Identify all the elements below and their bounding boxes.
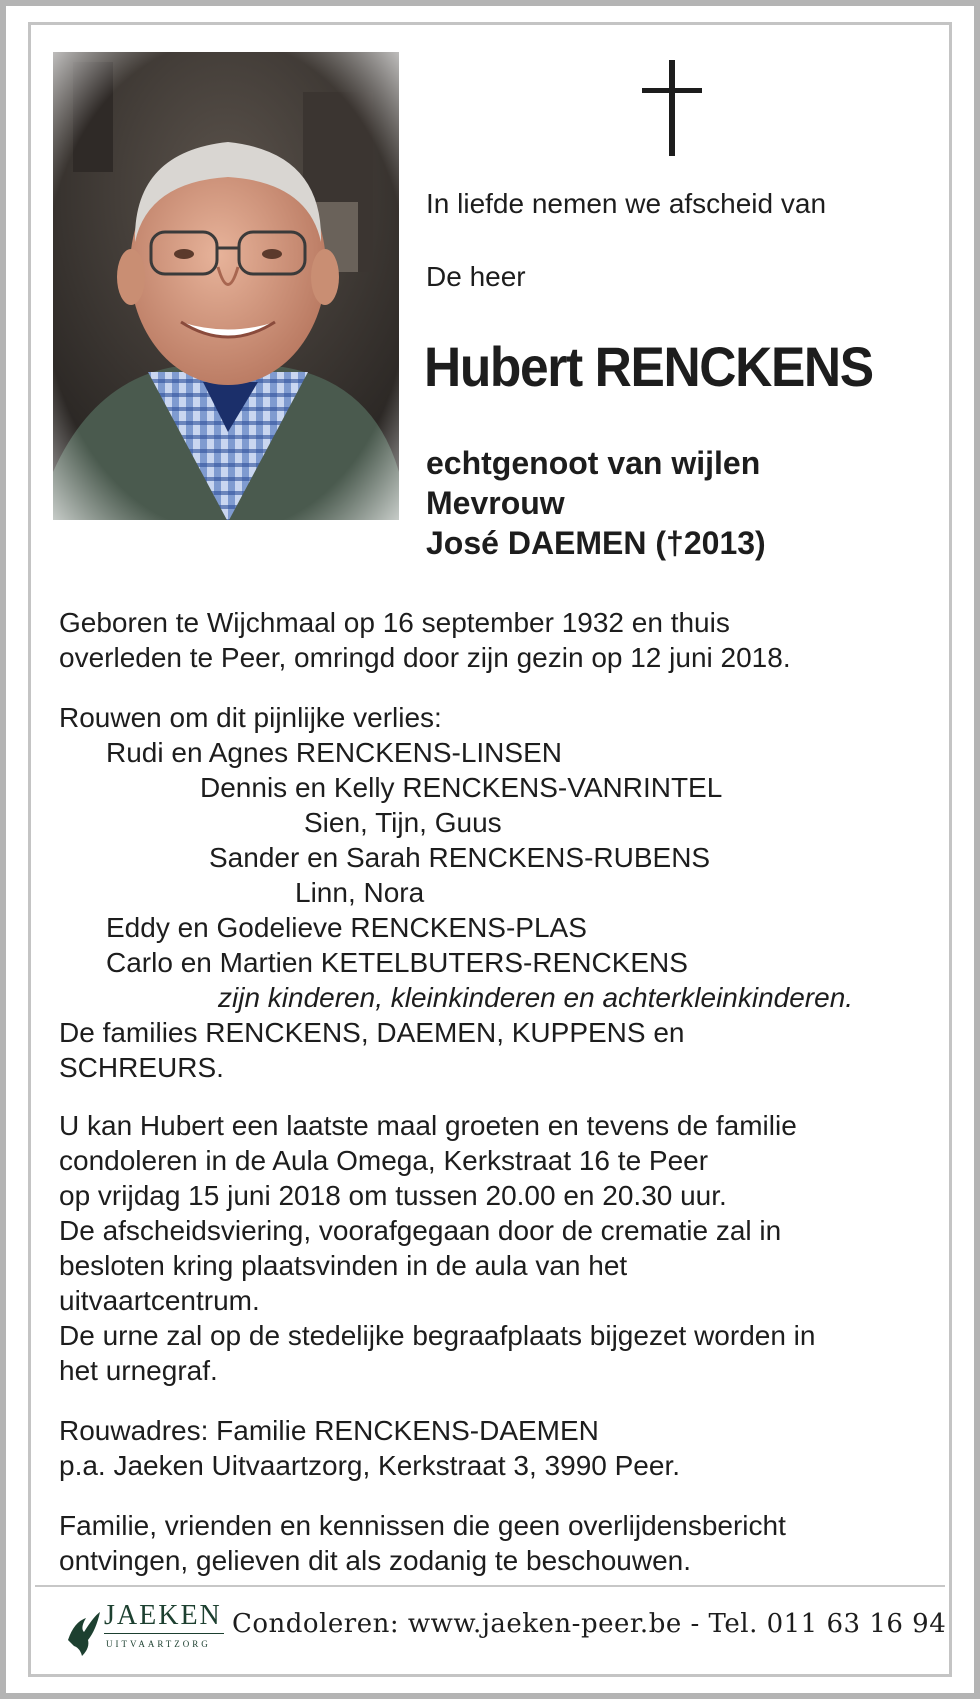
portrait-photo xyxy=(53,52,399,520)
visitation-line: op vrijdag 15 juni 2018 om tussen 20.00 en 20.30 uur. xyxy=(59,1180,727,1211)
spouse-line-2: Mevrouw xyxy=(426,485,565,521)
relation-text: zijn kinderen, kleinkinderen en achterkleinkinderen. xyxy=(218,982,854,1013)
mourner-line: Carlo en Martien KETELBUTERS-RENCKENS xyxy=(106,947,688,978)
mourners-heading: Rouwen om dit pijnlijke verlies: xyxy=(59,702,442,733)
footer-divider xyxy=(35,1585,945,1587)
visitation-line: De afscheidsviering, voorafgegaan door de crematie zal in xyxy=(59,1215,782,1246)
closing-line-2: ontvingen, gelieven dit als zodanig te beschouwen. xyxy=(59,1545,691,1576)
cross-icon xyxy=(642,60,702,160)
condolence-text[interactable]: Condoleren: www.jaeken-peer.be - Tel. 011 63 16 94 xyxy=(232,1609,947,1639)
visitation-line: het urnegraf. xyxy=(59,1355,218,1386)
brand-name: JAEKEN xyxy=(104,1600,222,1631)
intro-text: In liefde nemen we afscheid van xyxy=(426,188,827,219)
spouse-line-1: echtgenoot van wijlen xyxy=(426,445,761,481)
spouse-line-3: José DAEMEN (†2013) xyxy=(426,525,766,561)
brand-underline xyxy=(104,1633,224,1634)
address-line-2: p.a. Jaeken Uitvaartzorg, Kerkstraat 3, 3990 Peer. xyxy=(59,1450,681,1481)
mourner-line: Linn, Nora xyxy=(295,877,425,908)
visitation-line: besloten kring plaatsvinden in de aula van het xyxy=(59,1250,628,1281)
visitation-line: De urne zal op de stedelijke begraafplaats bijgezet worden in xyxy=(59,1320,816,1351)
brand-subtitle: UITVAARTZORG xyxy=(106,1639,211,1649)
mourner-line: Eddy en Godelieve RENCKENS-PLAS xyxy=(106,912,587,943)
birth-line-2: overleden te Peer, omringd door zijn gezin op 12 juni 2018. xyxy=(59,642,791,673)
visitation-line: uitvaartcentrum. xyxy=(59,1285,260,1316)
salutation: De heer xyxy=(426,261,526,292)
deceased-name: Hubert RENCKENS xyxy=(424,335,873,398)
families-line-2: SCHREURS. xyxy=(59,1052,224,1083)
mourner-line: Sien, Tijn, Guus xyxy=(304,807,502,838)
closing-line-1: Familie, vrienden en kennissen die geen overlijdensbericht xyxy=(59,1510,786,1541)
birth-line-1: Geboren te Wijchmaal op 16 september 1932 en thuis xyxy=(59,607,730,638)
mourner-line: Dennis en Kelly RENCKENS-VANRINTEL xyxy=(200,772,723,803)
address-line-1: Rouwadres: Familie RENCKENS-DAEMEN xyxy=(59,1415,599,1446)
mourner-line: Sander en Sarah RENCKENS-RUBENS xyxy=(209,842,711,873)
visitation-line: U kan Hubert een laatste maal groeten en tevens de familie xyxy=(59,1110,797,1141)
families-line-1: De families RENCKENS, DAEMEN, KUPPENS en xyxy=(59,1017,685,1048)
mourner-line: Rudi en Agnes RENCKENS-LINSEN xyxy=(106,737,562,768)
visitation-line: condoleren in de Aula Omega, Kerkstraat 16 te Peer xyxy=(59,1145,709,1176)
